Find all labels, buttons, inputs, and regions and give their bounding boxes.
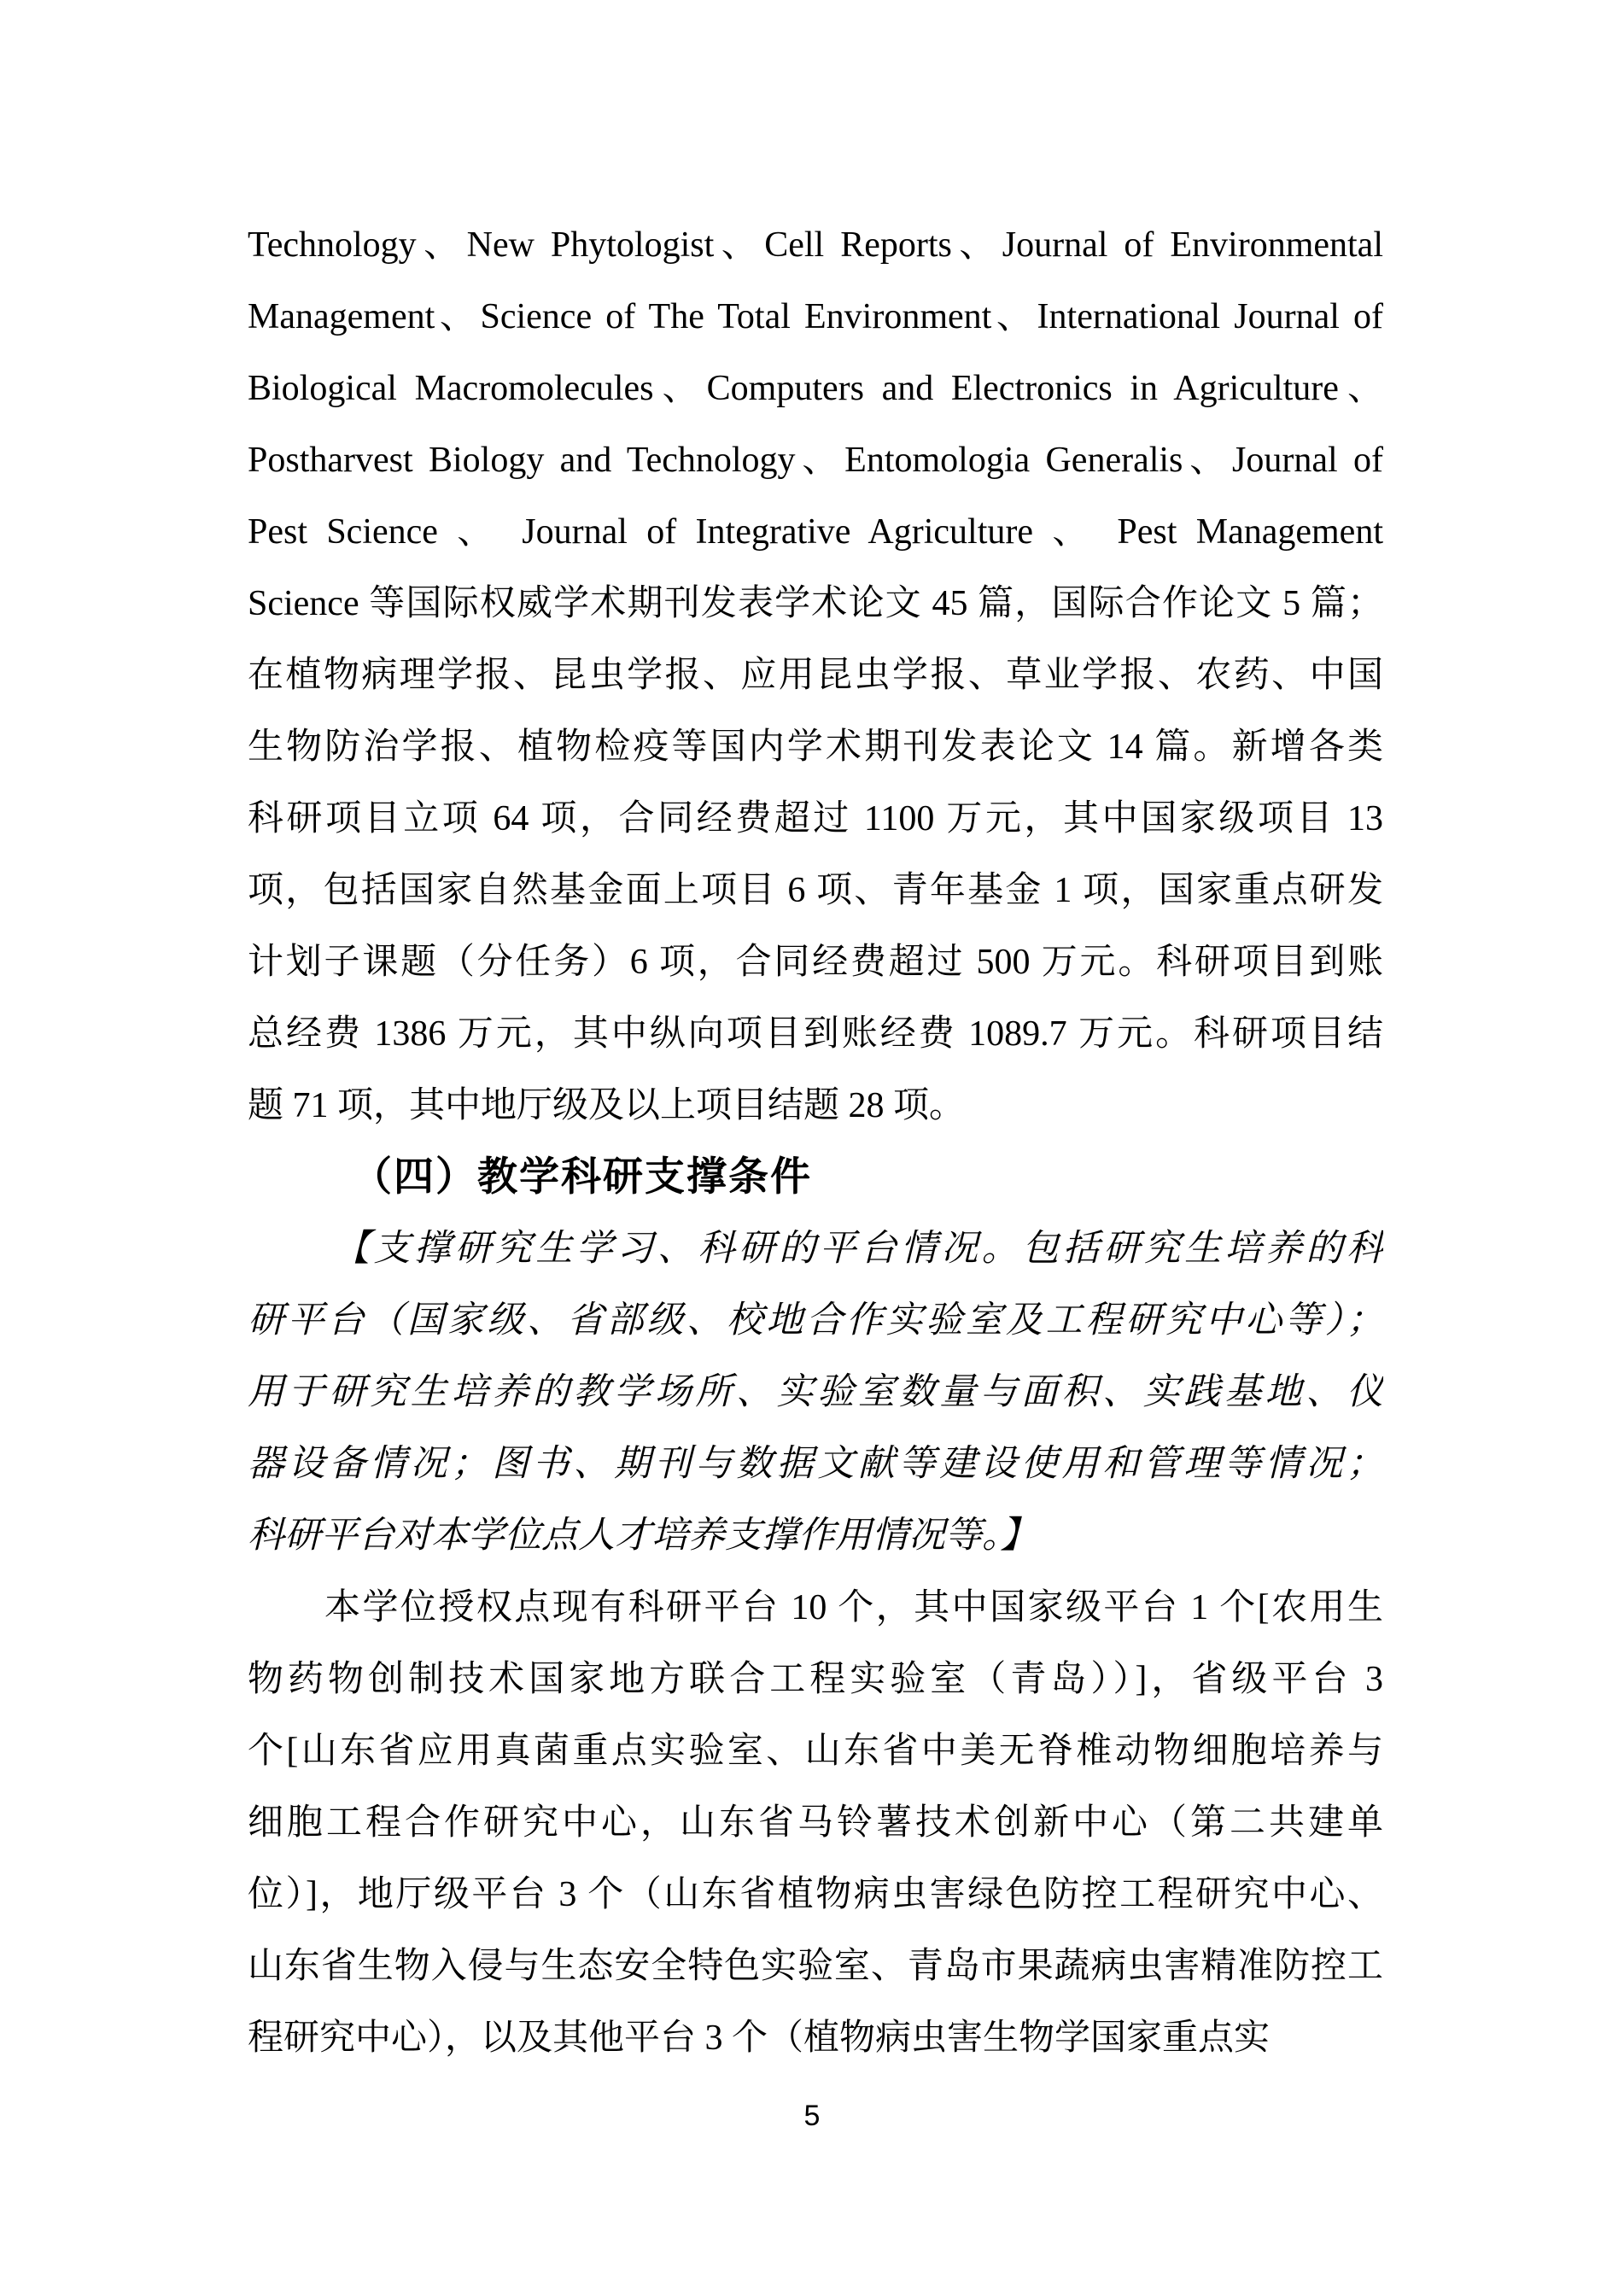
text-line: 个[山东省应用真菌重点实验室、山东省中美无脊椎动物细胞培养与 — [248, 1732, 1383, 1771]
text-line: Pest Science 、 Journal of Integrative Agriculture 、 Pest Management — [248, 512, 1383, 552]
text-line: 山东省生物入侵与生态安全特色实验室、青岛市果蔬病虫害精准防控工 — [248, 1947, 1383, 1986]
text-line: 计划子课题（分任务）6 项，合同经费超过 500 万元。科研项目到账 — [248, 943, 1383, 982]
text-line: 位）]，地厅级平台 3 个（山东省植物病虫害绿色防控工程研究中心、 — [248, 1875, 1383, 1914]
page-number: 5 — [803, 2100, 821, 2132]
text-line: 项，包括国家自然基金面上项目 6 项、青年基金 1 项，国家重点研发 — [248, 871, 1383, 910]
section-heading: （四）教学科研支撑条件 — [352, 1155, 812, 1200]
paragraph-guideline-note — [248, 1213, 1383, 1572]
text-line: Science 等国际权威学术期刊发表学术论文 45 篇，国际合作论文 5 篇； — [248, 584, 1383, 623]
paragraph-research-output — [248, 209, 1383, 1142]
text-line: 【支撑研究生学习、科研的平台情况。包括研究生培养的科 — [333, 1229, 1383, 1269]
text-line: 用于研究生培养的教学场所、实验室数量与面积、实践基地、仪 — [248, 1372, 1383, 1412]
text-line: 生物防治学报、植物检疫等国内学术期刊发表论文 14 篇。新增各类 — [248, 727, 1383, 767]
text-line: Management、Science of The Total Environment、International Journal of — [248, 297, 1383, 336]
text-line: Postharvest Biology and Technology、Entomologia Generalis、Journal of — [248, 441, 1383, 480]
text-line: 本学位授权点现有科研平台 10 个，其中国家级平台 1 个[农用生 — [324, 1588, 1383, 1627]
text-line: 细胞工程合作研究中心，山东省马铃薯技术创新中心（第二共建单 — [248, 1803, 1383, 1843]
text-line: 科研平台对本学位点人才培养支撑作用情况等。】 — [248, 1516, 1037, 1556]
text-line: 器设备情况；图书、期刊与数据文献等建设使用和管理等情况； — [248, 1444, 1383, 1484]
text-line: 程研究中心），以及其他平台 3 个（植物病虫害生物学国家重点实 — [248, 2018, 1271, 2058]
document-content — [248, 209, 1383, 2074]
text-line: 科研项目立项 64 项，合同经费超过 1100 万元，其中国家级项目 13 — [248, 799, 1383, 838]
text-line: Biological Macromolecules、Computers and Electronics in Agriculture、 — [248, 369, 1383, 408]
text-line: 总经费 1386 万元，其中纵向项目到账经费 1089.7 万元。科研项目结 — [248, 1014, 1383, 1054]
text-line: 在植物病理学报、昆虫学报、应用昆虫学报、草业学报、农药、中国 — [248, 656, 1383, 695]
text-line: Technology、New Phytologist、Cell Reports、Journal of Environmental — [248, 225, 1383, 265]
paragraph-research-platforms — [248, 1572, 1383, 2074]
text-line: 研平台（国家级、省部级、校地合作实验室及工程研究中心等）； — [248, 1300, 1383, 1341]
text-line: 物药物创制技术国家地方联合工程实验室（青岛））]，省级平台 3 — [248, 1660, 1383, 1699]
text-line: 题 71 项，其中地厅级及以上项目结题 28 项。 — [248, 1086, 966, 1125]
